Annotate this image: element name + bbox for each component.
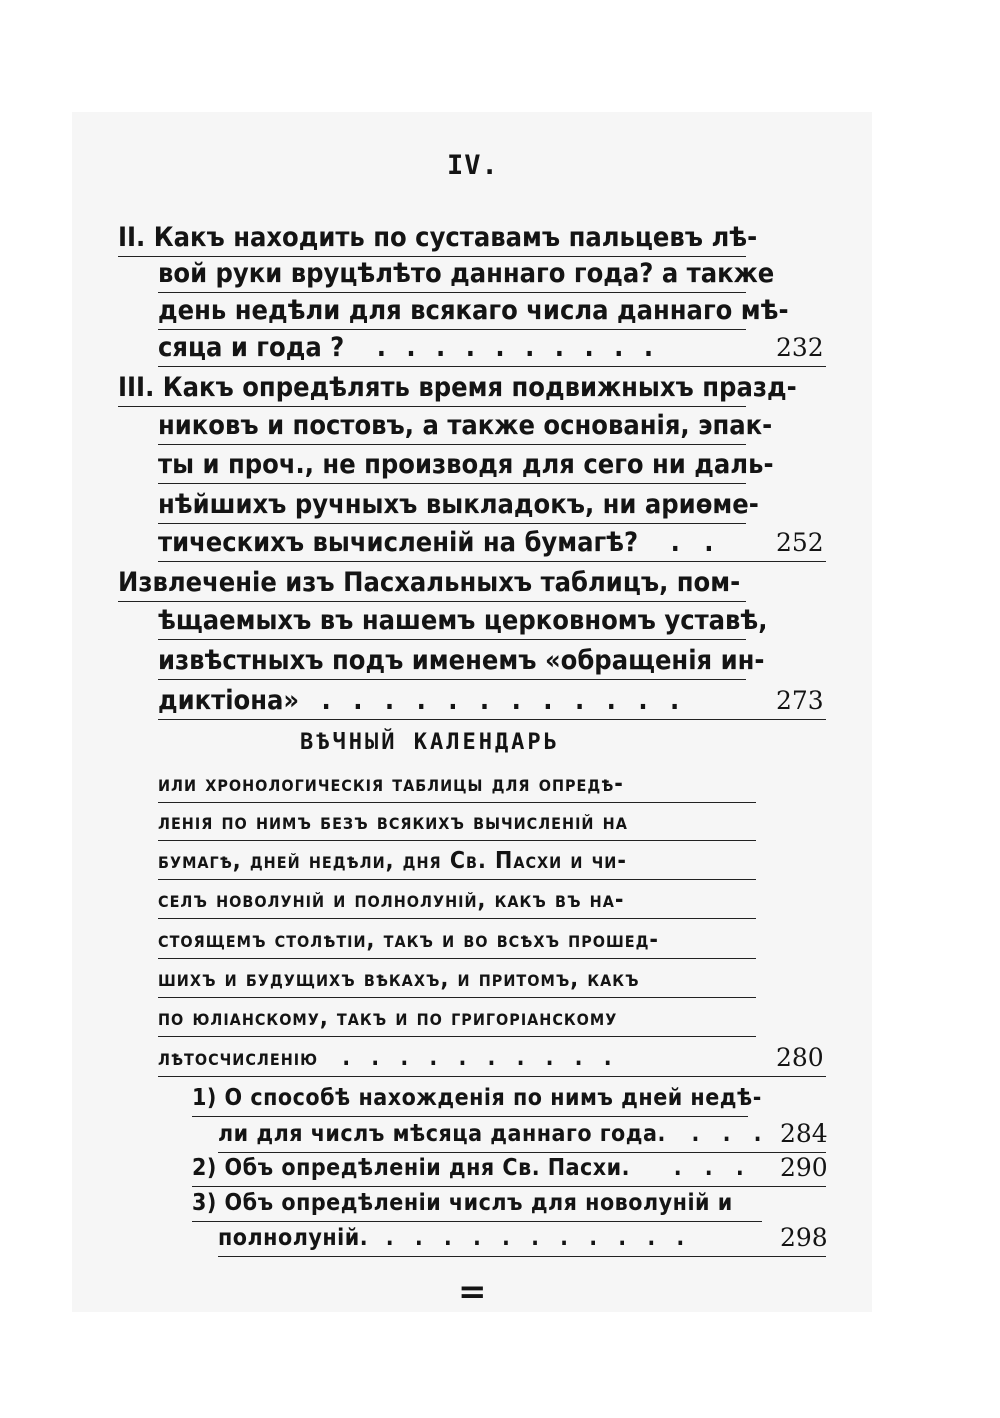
entry-iii-line-3: ты и проч., не производя для сего ни даль-	[158, 449, 746, 484]
subentry-3-text-2: полнолуній.	[218, 1225, 369, 1251]
page-ref-284: 284	[780, 1119, 828, 1148]
extract-line-2: ѣщаемыхъ въ нашемъ церковномъ уставѣ,	[158, 605, 746, 640]
entry-ii-line-2: вой руки вруцѣлѣто даннаго года? а также	[158, 258, 746, 293]
leader-dots: . . . . . . . . . . . .	[321, 685, 687, 716]
leader-dots: . . . . . . . . . .	[342, 1045, 619, 1071]
entry-iii-label: III.	[118, 372, 155, 403]
calendar-text-8: лѣтосчисленію	[158, 1045, 318, 1071]
calendar-line-6: шихъ и будущихъ вѣкахъ, и притомъ, какъ	[158, 963, 756, 998]
subentry-3-line-2	[218, 1222, 826, 1257]
extract-text-4: диктіона»	[158, 685, 300, 716]
calendar-line-3: бумагѣ, дней недѣли, дня Св. Пасхи и чи-	[158, 845, 756, 880]
subentry-1-line-1: 1) О способѣ нахожденія по нимъ дней недѣ-	[192, 1082, 748, 1117]
entry-iii-text-5: тическихъ вычисленій на бумагѣ?	[158, 527, 639, 558]
leader-dots: . . . . . . . . . .	[376, 332, 660, 363]
entry-ii-line-3: день недѣли для всякаго числа даннаго мѣ-	[158, 295, 746, 330]
entry-iii-text-1: Какъ опредѣлять время подвижныхъ празд-	[162, 372, 797, 403]
extract-line-1: Извлеченіе изъ Пасхальныхъ таблицъ, пом-	[118, 567, 746, 602]
leader-dots: . . .	[691, 1121, 770, 1147]
entry-ii-text-1: Какъ находить по суставамъ пальцевъ лѣ-	[153, 222, 758, 253]
calendar-line-7: по юліанскому, такъ и по григоріанскому	[158, 1002, 756, 1037]
extract-line-3: извѣстныхъ подъ именемъ «обращенія ин-	[158, 645, 746, 680]
subentry-1-line-2	[218, 1118, 826, 1153]
leader-dots: . . . . . . . . . . .	[385, 1225, 692, 1251]
calendar-line-8	[158, 1042, 826, 1077]
entry-ii-line-1	[118, 222, 758, 257]
page-ref-252: 252	[776, 528, 824, 557]
subentry-2-text-1: 2) Объ опредѣленіи дня Св. Пасхи.	[192, 1155, 631, 1181]
page-number: IV.	[447, 150, 499, 181]
subentry-1-text-2: ли для числъ мѣсяца даннаго года.	[218, 1121, 666, 1147]
entry-iii-line-4: нѣйшихъ ручныхъ выкладокъ, ни ариѳме-	[158, 489, 746, 524]
footer-mark: =	[458, 1272, 487, 1312]
calendar-line-5: стоящемъ столѣтіи, такъ и во всѣхъ прошед-	[158, 924, 756, 959]
leader-dots: . .	[670, 527, 722, 558]
calendar-line-4: селъ новолуній и полнолуній, какъ въ на-	[158, 884, 756, 919]
page-ref-280: 280	[776, 1043, 824, 1072]
leader-dots: . . .	[673, 1155, 752, 1181]
section-title: ВѢЧНЫЙ КАЛЕНДАРЬ	[300, 730, 560, 755]
extract-line-4	[158, 685, 826, 720]
entry-iii-line-1	[118, 372, 797, 407]
calendar-line-2: ленія по нимъ безъ всякихъ вычисленій на	[158, 806, 756, 841]
entry-ii-text-4: сяца и года ?	[158, 332, 345, 363]
entry-iii-line-2: никовъ и постовъ, а также основанія, эпак-	[158, 410, 746, 445]
subentry-2-line-1	[192, 1152, 826, 1187]
subentry-3-line-1: 3) Объ опредѣленіи числъ для новолуній и	[192, 1187, 762, 1222]
page-ref-273: 273	[776, 686, 824, 715]
page-ref-290: 290	[780, 1153, 828, 1182]
page-ref-298: 298	[780, 1223, 828, 1252]
entry-ii-label: II.	[118, 222, 146, 253]
calendar-line-1: или хронологическія таблицы для опредѣ-	[158, 768, 756, 803]
page-ref-232: 232	[776, 333, 824, 362]
entry-ii-line-4	[158, 332, 826, 367]
entry-iii-line-5	[158, 527, 826, 562]
